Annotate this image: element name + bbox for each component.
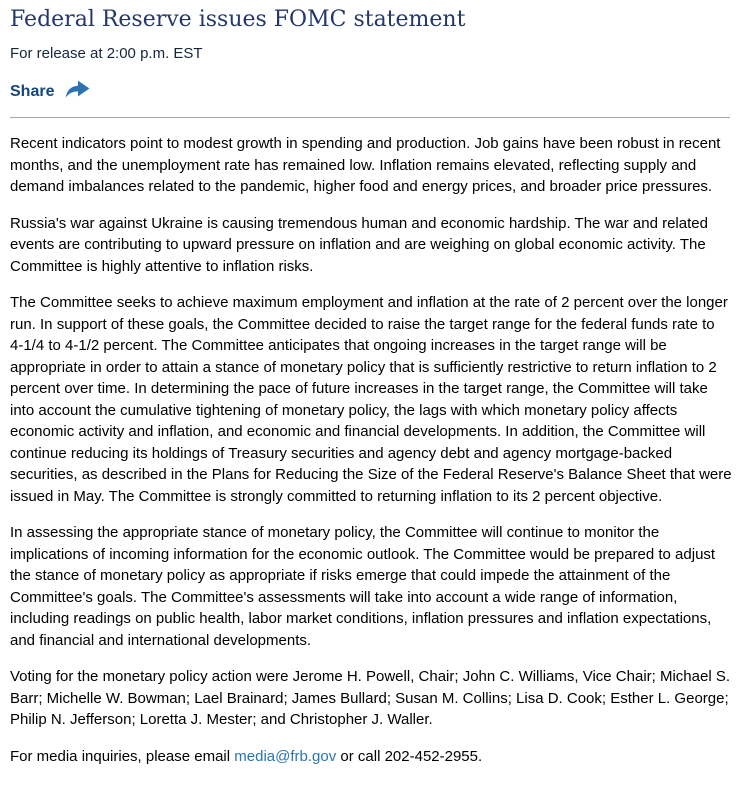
share-row — [10, 78, 732, 100]
share-link-label: Share — [10, 82, 55, 100]
media-inquiries-suffix: or call 202-452-2955. — [336, 747, 483, 765]
statement-paragraph-1: Recent indicators point to modest growth in spending and production. Job gains have been robust in recent months, and the unemployment rate has remained low. Inflation remains elevated, reflecting supply and demand imbalances related to the pandemic, higher food and energy prices, and broader price pressures. — [10, 135, 721, 195]
statement-paragraph-voting: Voting for the monetary policy action were Jerome H. Powell, Chair; John C. Williams, Vice Chair; Michael S. Barr; Michelle W. Bowman; Lael Brainard; James Bullard; Susan M. Collins; Lisa D. Cook; Esther L. George; Philip N. Jefferson; Loretta J. Mester; and Christopher J. Waller. — [10, 668, 731, 728]
fomc-statement-body — [10, 133, 732, 767]
media-inquiries-prefix: For media inquiries, please email — [10, 747, 235, 765]
divider — [10, 117, 730, 118]
media-inquiries-line — [10, 746, 732, 768]
media-email-link[interactable]: media@frb.gov — [234, 747, 337, 765]
share-link[interactable] — [10, 78, 93, 105]
statement-paragraph-4: In assessing the appropriate stance of monetary policy, the Committee will continue to monitor the implications of incoming information for the economic outlook. The Committee would be prepared to adjust the stance of monetary policy as appropriate if risks emerge that could impede the attainment of the Committee's goals. The Committee's assessments will take into account a wide range of information, including readings on public health, labor market conditions, inflation pressures and inflation expectations, and financial and international developments. — [10, 524, 716, 649]
share-icon — [63, 78, 93, 105]
release-time: For release at 2:00 p.m. EST — [10, 45, 203, 62]
statement-paragraph-3: The Committee seeks to achieve maximum employment and inflation at the rate of 2 percent over the longer run. In support of these goals, the Committee decided to raise the target range for the federal funds rate to 4-1/4 to 4-1/2 percent. The Committee anticipates that ongoing increases in the target range will be appropriate in order to attain a stance of monetary policy that is sufficiently restrictive to return inflation to 2 percent over time. In determining the pace of future increases in the target range, the Committee will take into account the cumulative tightening of monetary policy, the lags with which monetary policy affects economic activity and inflation, and economic and financial developments. In addition, the Committee will continue reducing its holdings of Treasury securities and agency debt and agency mortgage-backed securities, as described in the Plans for Reducing the Size of the Federal Reserve's Balance Sheet that were issued in May. The Committee is strongly committed to returning inflation to its 2 percent objective. — [10, 294, 732, 505]
page-title: Federal Reserve issues FOMC statement — [10, 7, 466, 32]
statement-paragraph-2: Russia's war against Ukraine is causing tremendous human and economic hardship. The war and related events are contributing to upward pressure on inflation and are weighing on global economic activity. The Committee is highly attentive to inflation risks. — [10, 214, 708, 275]
